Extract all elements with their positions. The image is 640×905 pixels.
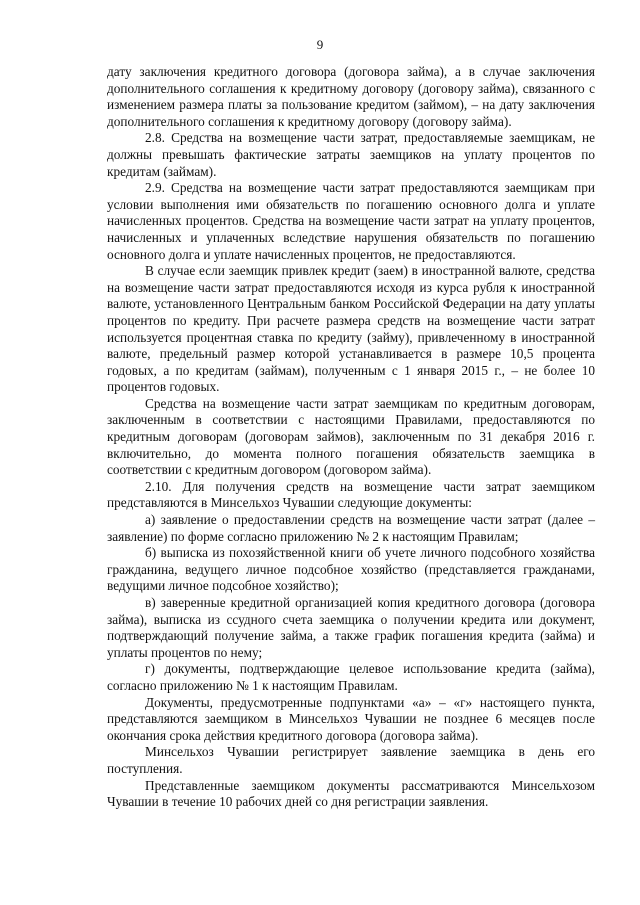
list-item-b: б) выписка из похозяйственной книги об учете личного подсобного хозяйства гражданина, ведущего личное подсобное хозяйство (представляется гражданами, ведущими личное подсобное хозяйство);: [107, 545, 595, 594]
list-item-a: а) заявление о предоставлении средств на возмещение части затрат (далее – заявление) по форме согласно приложению № 2 к настоящим Правилам;: [107, 512, 595, 544]
paragraph-foreign-currency: В случае если заемщик привлек кредит (заем) в иностранной валюте, средства на возмещение части затрат предоставляются исходя из курса рубля к иностранной валюте, установленного Центральным банком Российской Федерации на дату уплаты процентов по кредиту. При расчете размера средств на возмещение части затрат используется процентная ставка по кредиту (займу), привлеченному в иностранной валюте, предельный размер которой устанавливается в размере 10,5 процента годовых, а по кредитам (займам), полученным с 1 января 2015 г., – не более 10 процентов годовых.: [107, 263, 595, 395]
list-item-g: г) документы, подтверждающие целевое использование кредита (займа), согласно приложению № 1 к настоящим Правилам.: [107, 661, 595, 693]
paragraph-submission-deadline: Документы, предусмотренные подпунктами «а» – «г» настоящего пункта, представляются заемщиком в Минсельхоз Чувашии не позднее 6 месяцев после окончания срока действия кредитного договора (договора займа).: [107, 694, 595, 743]
paragraph-registration: Минсельхоз Чувашии регистрирует заявление заемщика в день его поступления.: [107, 744, 595, 776]
paragraph-2-10: 2.10. Для получения средств на возмещение части затрат заемщиком представляются в Минсельхоз Чувашии следующие документы:: [107, 478, 595, 511]
page-number: 9: [316, 37, 324, 52]
document-body: [107, 64, 595, 811]
list-item-v: в) заверенные кредитной организацией копия кредитного договора (договора займа), выписка из ссудного счета заемщика о получении кредита или документ, подтверждающий получение займа, а также график погашения кредита (займа) и уплаты процентов по нему;: [107, 595, 595, 660]
paragraph-review-period: Представленные заемщиком документы рассматриваются Минсельхозом Чувашии в течение 10 рабочих дней со дня регистрации заявления.: [107, 777, 595, 810]
paragraph-2-8: 2.8. Средства на возмещение части затрат, предоставляемые заемщикам, не должны превышать фактические затраты заемщиков на уплату процентов по кредитам (займам).: [107, 130, 595, 179]
paragraph-2-9: 2.9. Средства на возмещение части затрат предоставляются заемщикам при условии выполнения ими обязательств по погашению основного долга и уплате начисленных процентов. Средства на возмещение части затрат на уплату процентов, начисленных и уплаченных вследствие нарушения обязательств по погашению основного долга и уплате начисленных процентов, не предоставляются.: [107, 180, 595, 262]
paragraph-contract-term: Средства на возмещение части затрат заемщикам по кредитным договорам, заключенным в соответствии с настоящими Правилами, предоставляются по кредитным договорам (договорам займов), заключенным по 31 декабря 2016 г. включительно, до момента полного погашения обязательств заемщика в соответствии с кредитным договором (договором займа).: [107, 395, 595, 478]
paragraph-continuation: дату заключения кредитного договора (договора займа), а в случае заключения дополнительного соглашения к кредитному договору (договору займа), связанного с изменением размера платы за пользование кредитом (займом), – на дату заключения дополнительного соглашения к кредитному договору (договору займа).: [107, 64, 595, 129]
